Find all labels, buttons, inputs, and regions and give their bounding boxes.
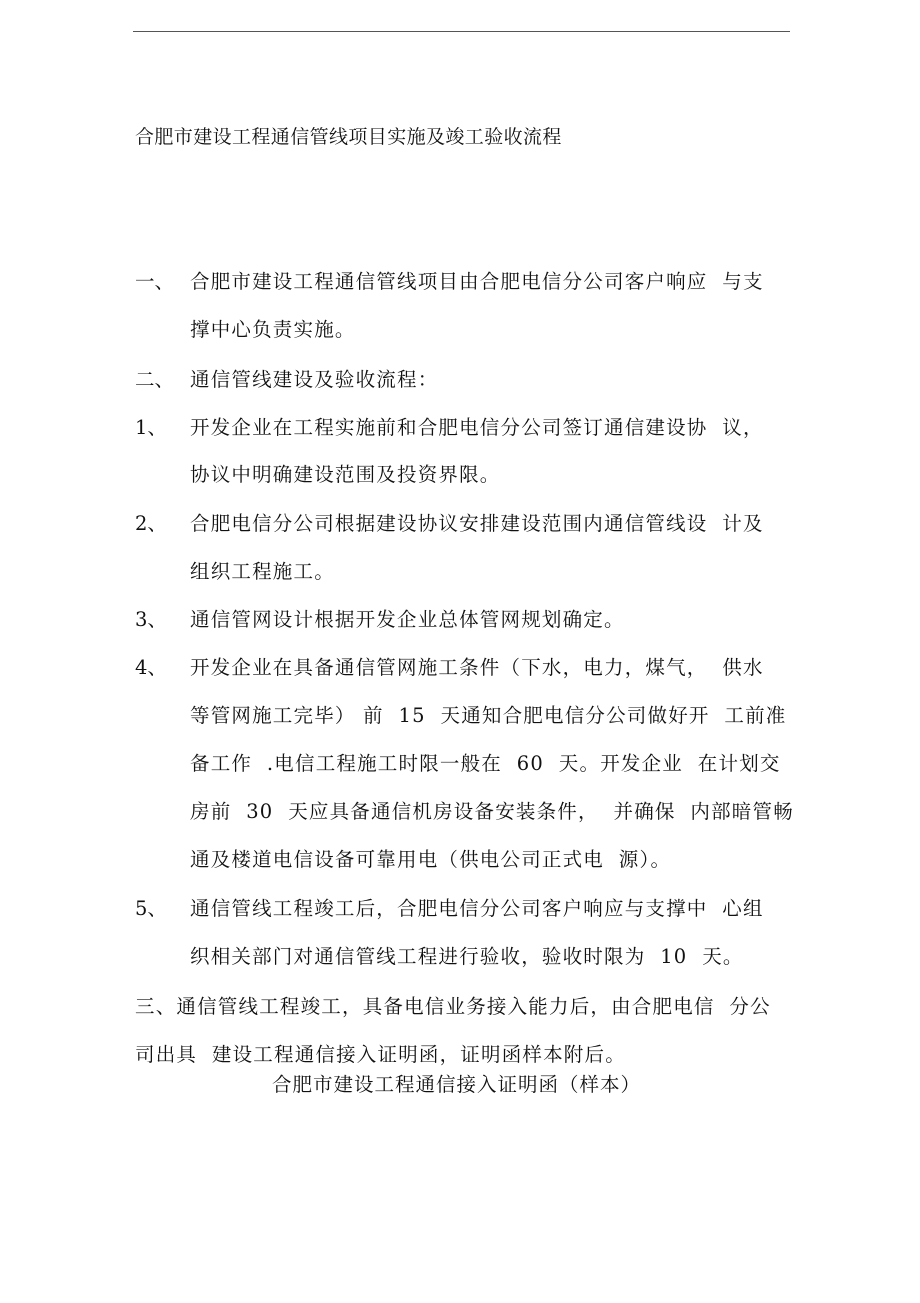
item-4-line-4: 房前 30 天应具备通信机房设备安装条件， 并确保 内部暗管畅	[190, 800, 794, 823]
item-2-line-2: 组织工程施工。	[190, 560, 335, 583]
sample-letter-title: 合肥市建设工程通信接入证明函（样本）	[272, 1073, 642, 1096]
header-rule	[133, 31, 790, 32]
section-3-line-2: 司出具 建设工程通信接入证明函，证明函样本附后。	[135, 1043, 626, 1066]
item-3-line-1: 通信管网设计根据开发企业总体管网规划确定。	[190, 608, 625, 631]
section-1-line-2: 撑中心负责实施。	[190, 318, 356, 341]
item-4-line-3: 备工作 .电信工程施工时限一般在 60 天。开发企业 在计划交	[190, 752, 781, 775]
item-3-number: 3、	[135, 608, 167, 631]
item-2-line-1: 合肥电信分公司根据建设协议安排建设范围内通信管线设 计及	[190, 512, 764, 535]
item-4-line-1: 开发企业在具备通信管网施工条件（下水，电力，煤气， 供水	[190, 656, 764, 679]
item-4-number: 4、	[135, 656, 167, 679]
section-2-number: 二、	[135, 368, 175, 391]
section-3-line-1: 三、通信管线工程竣工，具备电信业务接入能力后，由合肥电信 分公	[135, 995, 771, 1018]
section-2-line-1: 通信管线建设及验收流程：	[190, 368, 439, 391]
document-title: 合肥市建设工程通信管线项目实施及竣工验收流程	[135, 126, 562, 148]
item-5-number: 5、	[135, 897, 167, 920]
item-4-line-2: 等管网施工完毕） 前 15 天通知合肥电信分公司做好开 工前准	[190, 704, 787, 727]
item-1-line-1: 开发企业在工程实施前和合肥电信分公司签订通信建设协 议，	[190, 416, 764, 439]
item-5-line-2: 织相关部门对通信管线工程进行验收，验收时限为 10 天。	[190, 945, 744, 968]
item-4-line-5: 通及楼道电信设备可靠用电（供电公司正式电 源）。	[190, 848, 672, 871]
section-1-line-1: 合肥市建设工程通信管线项目由合肥电信分公司客户响应 与支	[190, 270, 764, 293]
item-1-number: 1、	[135, 416, 167, 439]
item-5-line-1: 通信管线工程竣工后，合肥电信分公司客户响应与支撑中 心组	[190, 897, 764, 920]
section-1-number: 一、	[135, 270, 175, 293]
item-2-number: 2、	[135, 512, 167, 535]
item-1-line-2: 协议中明确建设范围及投资界限。	[190, 463, 501, 486]
